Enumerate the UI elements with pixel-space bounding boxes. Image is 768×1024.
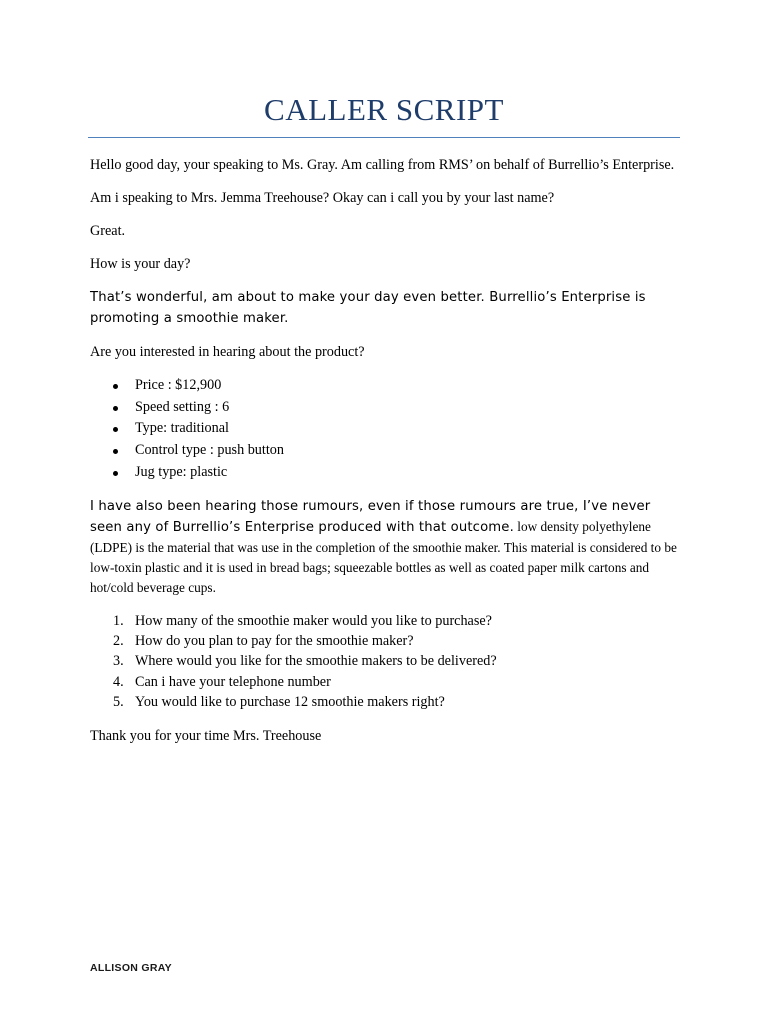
- page-title: CALLER SCRIPT: [264, 92, 504, 127]
- thanks-paragraph: Thank you for your time Mrs. Treehouse: [90, 727, 322, 744]
- spec-item-control: Control type : push button: [135, 440, 680, 462]
- question-text: You would like to purchase 12 smoothie makers right?: [135, 694, 445, 711]
- wonderful-text: That’s wonderful, am about to make your day even better. Burrellio’s Enterprise is promoting a smoothie maker.: [90, 290, 646, 326]
- question-item: [113, 611, 680, 631]
- question-number: 3.: [113, 653, 124, 670]
- greeting-paragraph: Hello good day, your speaking to Ms. Gray. Am calling from RMS’ on behalf of Burrellio’s Enterprise.: [90, 157, 675, 173]
- question-number: 2.: [113, 632, 124, 649]
- rumours-sans-text: I have also been hearing those rumours, even if those rumours are true, I’ve never seen any of Burrellio’s Enterprise produced with that outcome.: [90, 498, 651, 535]
- question-text: How do you plan to pay for the smoothie maker?: [135, 632, 414, 649]
- rumours-serif-text: low density polyethylene (LDPE) is the material that was use in the completion of the smoothie maker. This material is considered to be low-toxin plastic and it is used in bread bags; squeezable bottles as well as coated paper milk cartons and hot/cold beverage cups.: [90, 518, 677, 595]
- how-day-paragraph: How is your day?: [90, 256, 191, 272]
- question-item: [113, 631, 680, 651]
- product-spec-list: [90, 375, 680, 484]
- spec-item-price: Price : $12,900: [135, 375, 680, 397]
- verify-paragraph: Am i speaking to Mrs. Jemma Treehouse? Okay can i call you by your last name?: [90, 190, 555, 206]
- interested-paragraph: Are you interested in hearing about the product?: [90, 344, 365, 360]
- question-item: [113, 672, 680, 692]
- author-footer: ALLISON GRAY: [90, 962, 172, 974]
- question-number: 5.: [113, 694, 124, 711]
- question-number: 4.: [113, 673, 124, 690]
- question-list: [90, 611, 680, 713]
- wonderful-paragraph: [90, 287, 680, 329]
- question-item: [113, 692, 680, 712]
- question-number: 1.: [113, 612, 124, 629]
- question-item: [113, 651, 680, 671]
- question-text: Where would you like for the smoothie makers to be delivered?: [135, 653, 497, 670]
- great-paragraph: Great.: [90, 223, 126, 239]
- title-underline: [88, 137, 680, 138]
- spec-item-speed: Speed setting : 6: [135, 397, 680, 419]
- question-text: Can i have your telephone number: [135, 673, 331, 690]
- rumours-paragraph: [90, 496, 680, 598]
- spec-item-jug: Jug type: plastic: [135, 462, 680, 484]
- spec-item-type: Type: traditional: [135, 418, 680, 440]
- question-text: How many of the smoothie maker would you like to purchase?: [135, 612, 492, 629]
- document-body: [90, 155, 680, 759]
